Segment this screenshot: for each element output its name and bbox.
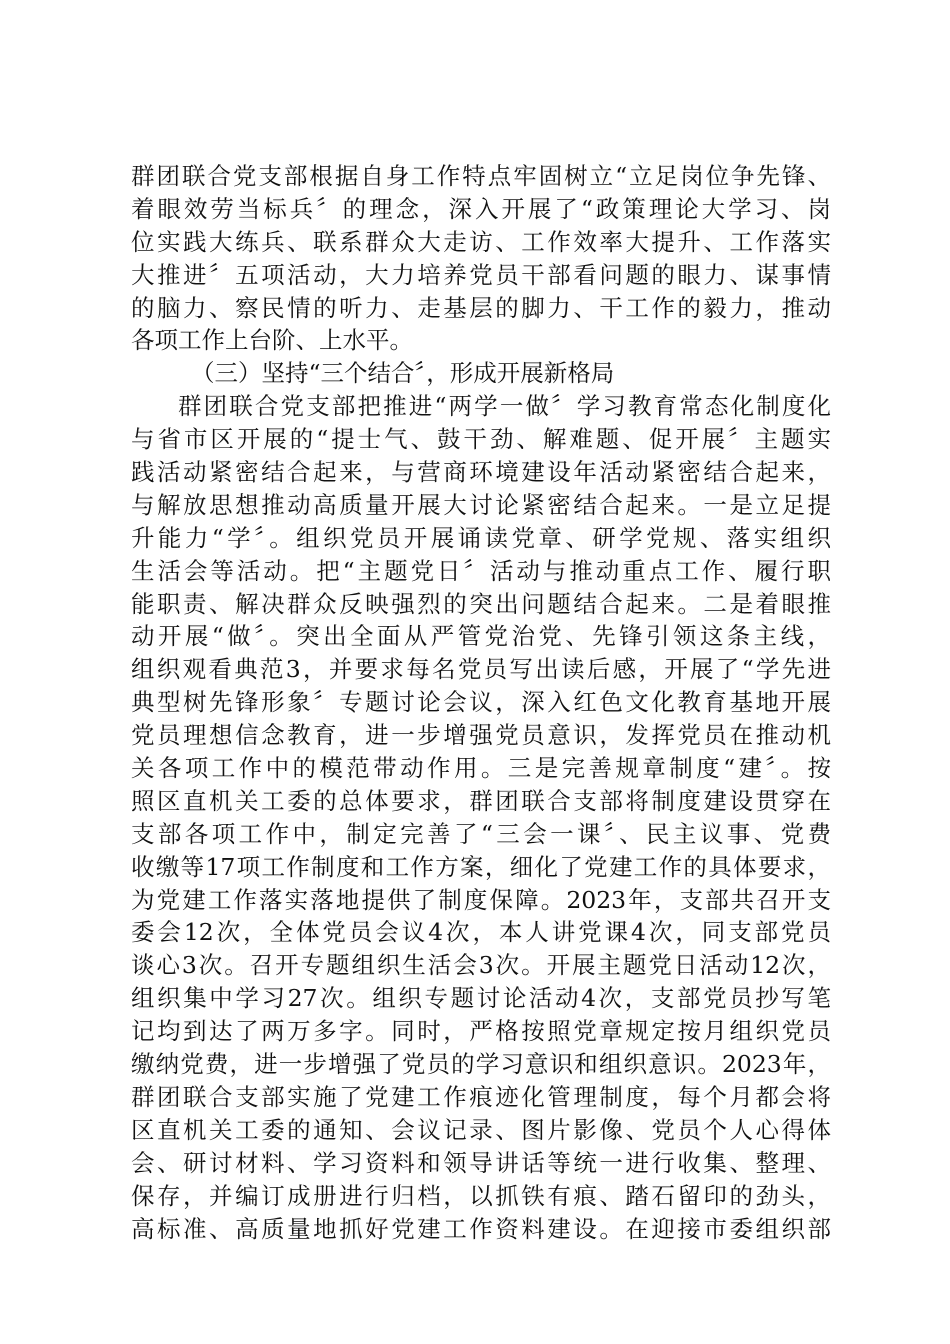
paragraph-2-line: 党员理想信念教育，进一步增强党员意识，发挥党员在推动机 [131, 721, 831, 750]
paragraph-2-line: 委会12次，全体党员会议4次，本人讲党课4次，同支部党员 [131, 918, 831, 947]
paragraph-2-line: 与省市区开展的“提士气、鼓干劲、解难题、促开展〞主题实 [131, 425, 831, 454]
section-heading: （三）坚持“三个结合〞，形成开展新格局 [191, 359, 615, 388]
paragraph-2-line: 升能力“学〞。组织党员开展诵读党章、研学党规、落实组织 [131, 523, 831, 552]
paragraph-1-line: 大推进〞五项活动，大力培养党员干部看问题的眼力、谋事情 [131, 260, 831, 289]
paragraph-2-line: 组织观看典范3，并要求每名党员写出读后感，开展了“学先进 [131, 655, 831, 684]
paragraph-2-line: 关各项工作中的模范带动作用。三是完善规章制度“建〞。按 [131, 754, 831, 783]
paragraph-2-line: 践活动紧密结合起来，与营商环境建设年活动紧密结合起来， [131, 458, 831, 487]
paragraph-2-line: 为党建工作落实落地提供了制度保障。2023年，支部共召开支 [131, 885, 831, 914]
paragraph-2-line: 能职责、解决群众反映强烈的突出问题结合起来。二是着眼推 [131, 589, 831, 618]
paragraph-2-line: 收缴等17项工作制度和工作方案，细化了党建工作的具体要求， [131, 852, 831, 881]
paragraph-2-line: 生活会等活动。把“主题党日〞活动与推动重点工作、履行职 [131, 556, 831, 585]
paragraph-1-line: 位实践大练兵、联系群众大走访、工作效率大提升、工作落实 [131, 227, 831, 256]
paragraph-2-line: 谈心3次。召开专题组织生活会3次。开展主题党日活动12次， [131, 951, 831, 980]
paragraph-1-line: 群团联合党支部根据自身工作特点牢固树立“立足岗位争先锋、 [131, 162, 831, 190]
paragraph-2-line: 会、研讨材料、学习资料和领导讲话等统一进行收集、整理、 [131, 1148, 831, 1177]
paragraph-2-line: 群团联合支部实施了党建工作痕迹化管理制度，每个月都会将 [131, 1082, 831, 1111]
paragraph-1-line: 的脑力、察民情的听力、走基层的脚力、干工作的毅力，推动 [131, 293, 831, 322]
paragraph-2-line: 保存，并编订成册进行归档，以抓铁有痕、踏石留印的劲头， [131, 1181, 831, 1210]
paragraph-1-line: 着眼效劳当标兵〞的理念，深入开展了“政策理论大学习、岗 [131, 194, 831, 223]
paragraph-2-line: 组织集中学习27次。组织专题讨论活动4次，支部党员抄写笔 [131, 984, 831, 1013]
paragraph-2-line: 区直机关工委的通知、会议记录、图片影像、党员个人心得体 [131, 1115, 831, 1144]
paragraph-2-line: 记均到达了两万多字。同时，严格按照党章规定按月组织党员 [131, 1017, 831, 1046]
paragraph-2-line: 照区直机关工委的总体要求，群团联合支部将制度建设贯穿在 [131, 786, 831, 815]
paragraph-2-line: 群团联合党支部把推进“两学一做〞学习教育常态化制度化 [178, 392, 831, 421]
paragraph-2-line: 典型树先锋形象〞专题讨论会议，深入红色文化教育基地开展 [131, 688, 831, 717]
paragraph-2-line: 动开展“做〞。突出全面从严管党治党、先锋引领这条主线， [131, 622, 831, 651]
paragraph-2-line: 支部各项工作中，制定完善了“三会一课〞、民主议事、党费 [131, 819, 831, 848]
paragraph-1-line: 各项工作上台阶、上水平。 [131, 326, 413, 355]
paragraph-2-line: 缴纳党费，进一步增强了党员的学习意识和组织意识。2023年， [131, 1050, 831, 1079]
paragraph-2-line: 与解放思想推动高质量开展大讨论紧密结合起来。一是立足提 [131, 490, 831, 519]
paragraph-2-line: 高标准、高质量地抓好党建工作资料建设。在迎接市委组织部 [131, 1214, 831, 1243]
document-body [131, 160, 831, 1245]
